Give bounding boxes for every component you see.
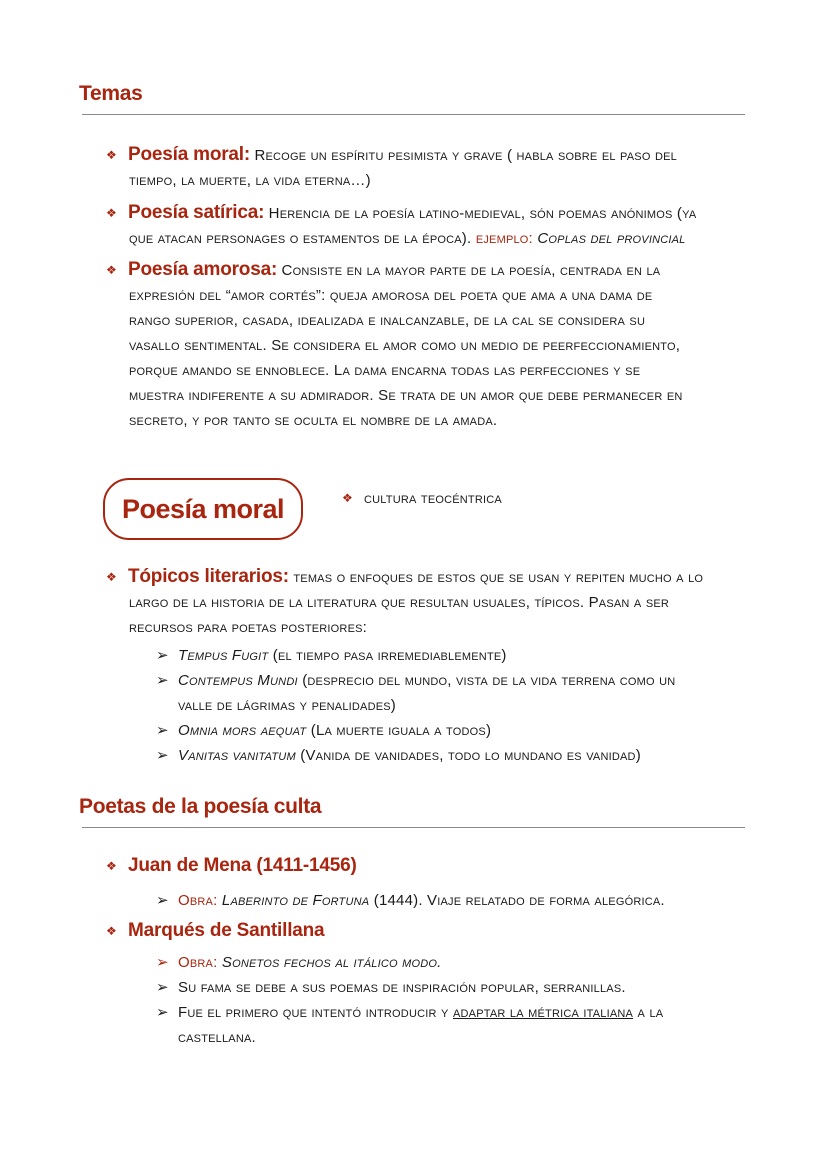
text: cultura teocéntrica	[364, 490, 502, 507]
text: vasallo sentimental. Se considera el amor como un medio de peerfeccionamiento,	[129, 337, 681, 354]
text: (1444). Viaje relatado de forma alegórica.	[373, 892, 665, 909]
obra-title: Laberinto de Fortuna	[221, 892, 370, 909]
text: Su fama se debe a sus poemas de inspiración popular, serranillas.	[178, 979, 626, 996]
diamond-bullet-icon: ❖	[106, 263, 117, 277]
obra-label: Obra:	[178, 892, 218, 909]
text: Fue el primero que intentó introducir y	[178, 1004, 449, 1021]
arrow-bullet-icon: ➢	[156, 979, 169, 996]
term-poesia-amorosa: Poesía amorosa:	[128, 259, 278, 280]
latin-term: Omnia mors aequat	[178, 722, 307, 739]
topico-item	[156, 643, 746, 668]
term-poesia-satirica: Poesía satírica:	[128, 202, 265, 223]
text: castellana.	[178, 1029, 256, 1046]
box-note	[342, 486, 642, 511]
poet-name: Marqués de Santillana	[128, 920, 325, 941]
poet-name: Juan de Mena (1411-1456)	[128, 855, 357, 876]
diamond-bullet-icon: ❖	[106, 859, 117, 873]
poet-detail	[156, 888, 746, 913]
poet-detail	[156, 975, 746, 1000]
example-label: ejemplo:	[475, 230, 533, 247]
arrow-bullet-icon: ➢	[156, 747, 169, 764]
text: porque amando se ennoblece. La dama encarna todas las perfecciones y se	[129, 362, 641, 379]
arrow-bullet-icon: ➢	[156, 954, 169, 971]
text: largo de la historia de la literatura que resultan usuales, típicos. Pasan a ser	[129, 594, 670, 611]
obra-label: Obra:	[178, 954, 218, 971]
example-title: Coplas del provincial	[537, 230, 686, 247]
text: Herencia de la poesía latino-medieval, són poemas anónimos (ya	[268, 205, 697, 222]
section-heading-poetas: Poetas de la poesía culta	[79, 795, 322, 818]
heading-rule	[82, 114, 745, 115]
text: (La muerte iguala a todos)	[310, 722, 492, 739]
poet-juan-de-mena	[106, 853, 746, 879]
latin-term: Contempus Mundi	[178, 672, 298, 689]
topico-item	[156, 743, 746, 768]
arrow-bullet-icon: ➢	[156, 647, 169, 664]
poet-santillana	[106, 918, 746, 944]
text: expresión del “amor cortés”: queja amorosa del poeta que ama a una dama de	[129, 287, 653, 304]
boxed-title-poesia-moral: Poesía moral	[103, 478, 303, 540]
diamond-bullet-icon: ❖	[106, 570, 117, 584]
poet-detail	[156, 950, 746, 975]
topico-item	[156, 718, 746, 743]
text: rango superior, casada, idealizada e inalcanzable, de la cal se considera su	[129, 312, 646, 329]
text: a la	[637, 1004, 664, 1021]
text: muestra indiferente a su admirador. Se trata de un amor que debe permanecer en	[129, 387, 683, 404]
latin-term: Tempus Fugit	[178, 647, 269, 664]
list-item-poesia-moral	[106, 142, 746, 193]
arrow-bullet-icon: ➢	[156, 672, 169, 689]
poet-detail	[156, 1000, 746, 1050]
arrow-bullet-icon: ➢	[156, 1004, 169, 1021]
text: (Vanida de vanidades, todo lo mundano es vanidad)	[300, 747, 641, 764]
diamond-bullet-icon: ❖	[106, 924, 117, 938]
obra-title: Sonetos fechos al itálico modo.	[221, 954, 442, 971]
text: (desprecio del mundo, vista de la vida terrena como un	[302, 672, 676, 689]
heading-rule	[82, 827, 745, 828]
diamond-bullet-icon: ❖	[342, 491, 353, 505]
section-heading-temas: Temas	[79, 82, 143, 105]
text: (el tiempo pasa irremediablemente)	[272, 647, 507, 664]
diamond-bullet-icon: ❖	[106, 206, 117, 220]
list-item-poesia-satirica	[106, 200, 746, 251]
text: valle de lágrimas y penalidades)	[178, 697, 396, 714]
topico-item	[156, 668, 746, 718]
term-topicos: Tópicos literarios:	[128, 566, 289, 587]
arrow-bullet-icon: ➢	[156, 892, 169, 909]
text: recursos para poetas posteriores:	[129, 619, 368, 636]
list-item-topicos	[106, 564, 746, 640]
underlined-text: adaptar la métrica italiana	[453, 1004, 634, 1021]
text: Consiste en la mayor parte de la poesía, centrada en la	[281, 262, 661, 279]
text: tiempo, la muerte, la vida eterna…)	[129, 172, 371, 189]
arrow-bullet-icon: ➢	[156, 722, 169, 739]
text: secreto, y por tanto se oculta el nombre de la amada.	[129, 412, 498, 429]
term-poesia-moral: Poesía moral:	[128, 144, 251, 165]
text: Recoge un espíritu pesimista y grave ( habla sobre el paso del	[254, 147, 677, 164]
diamond-bullet-icon: ❖	[106, 148, 117, 162]
latin-term: Vanitas vanitatum	[178, 747, 296, 764]
text: que atacan personages o estamentos de la época).	[129, 230, 472, 247]
list-item-poesia-amorosa	[106, 257, 746, 433]
text: temas o enfoques de estos que se usan y repiten mucho a lo	[293, 569, 704, 586]
